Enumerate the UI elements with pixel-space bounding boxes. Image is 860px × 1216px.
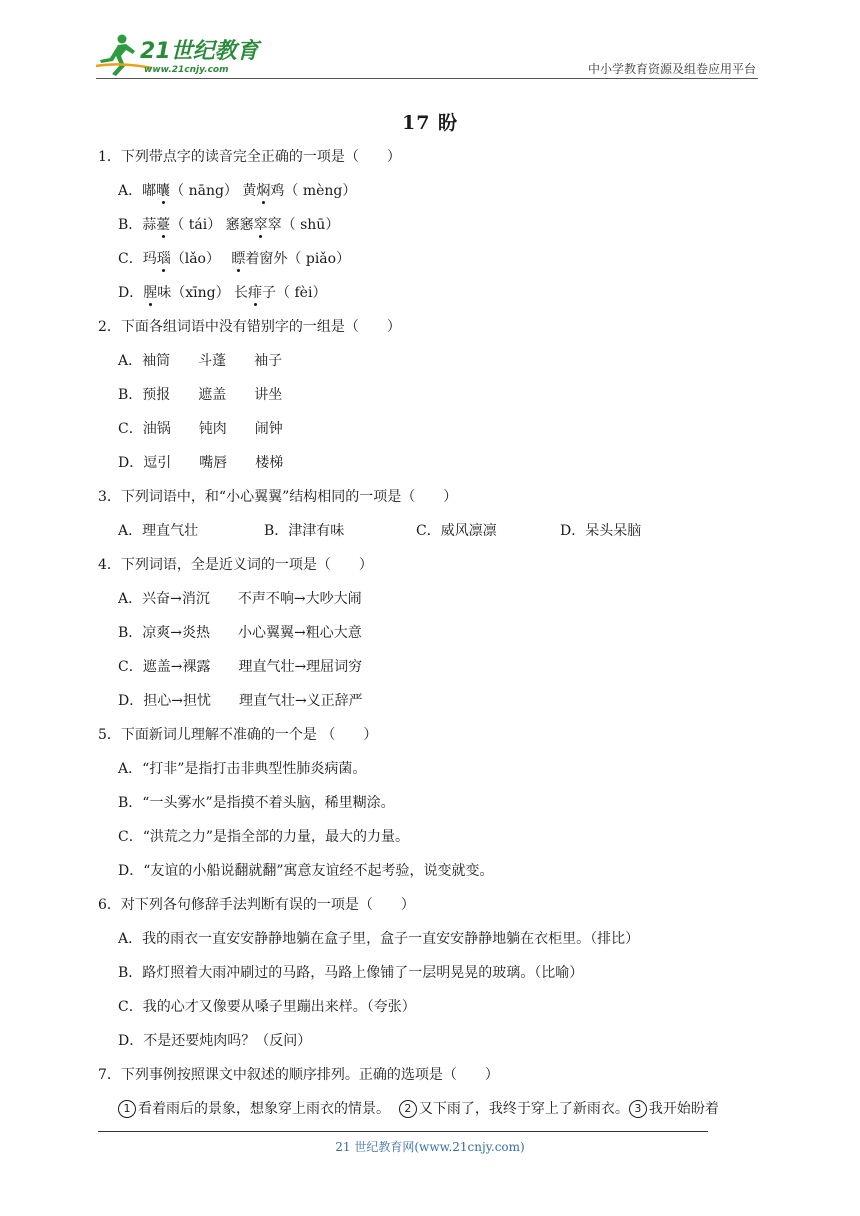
question-7-stem: 7．下列事例按照课文中叙述的顺序排列。正确的选项是（ ）: [98, 1067, 499, 1083]
question-6-option-a[interactable]: A．我的雨衣一直安安静静地躺在盒子里，盒子一直安安静静地躺在衣柜里。（排比）: [118, 931, 640, 947]
question-5-option-b[interactable]: B．“一头雾水”是指摸不着头脑，稀里糊涂。: [118, 795, 395, 811]
question-1-option-b[interactable]: [98, 208, 778, 242]
question-1-stem: 1．下列带点字的读音完全正确的一项是（ ）: [98, 149, 401, 165]
question-1-option-a[interactable]: [98, 174, 778, 208]
question-6-option-c[interactable]: C．我的心才又像要从嗓子里蹦出来样。（夸张）: [118, 999, 416, 1015]
header-slogan: 中小学教育资源及组卷应用平台: [587, 62, 756, 76]
dotted-char: 窣: [254, 208, 268, 242]
option-text: A．嘟: [118, 183, 157, 199]
circled-number-3: 3: [629, 1100, 647, 1118]
question-6-option-b[interactable]: B．路灯照着大雨冲刷过的马路，马路上像铺了一层明晃晃的玻璃。（比喻）: [118, 965, 584, 981]
question-4-option-b[interactable]: B．凉爽→炎热 小心翼翼→粗心大意: [118, 625, 362, 641]
option-text: （ tái） 窸窸: [170, 217, 254, 233]
dotted-char: 痱: [248, 276, 262, 310]
question-6-stem: 6．对下列各句修辞手法判断有误的一项是（ ）: [98, 897, 415, 913]
option-text: （ nāng） 黄: [170, 183, 257, 199]
option-text: 子（ fèi）: [262, 285, 327, 301]
question-2-option-a[interactable]: A．袖筒 斗蓬 袖子: [118, 353, 283, 369]
option-text: 窣（ shū）: [267, 217, 340, 233]
question-list: [98, 140, 778, 1126]
question-3-stem: 3．下列词语中，和“小心翼翼”结构相同的一项是（ ）: [98, 489, 458, 505]
page-title: 17 盼: [401, 112, 459, 134]
option-text: 着窗外（ piǎo）: [245, 251, 351, 267]
question-3-option-b[interactable]: B．津津有味: [264, 523, 345, 539]
dotted-char: 囔: [156, 174, 170, 208]
question-4-option-c[interactable]: C．遮盖→裸露 理直气壮→理屈词穷: [118, 659, 363, 675]
question-3-option-a[interactable]: A．理直气壮: [118, 523, 199, 539]
header-divider: [96, 78, 758, 79]
dotted-char: 瞟: [231, 242, 245, 276]
question-4-option-d[interactable]: D．担心→担忧 理直气壮→义正辞严: [118, 693, 363, 709]
question-5-option-c[interactable]: C．“洪荒之力”是指全部的力量，最大的力量。: [118, 829, 410, 845]
question-6-option-d[interactable]: D．不是还要炖肉吗？（反问）: [118, 1033, 312, 1049]
dotted-char: 瑙: [157, 242, 171, 276]
circled-number-1: 1: [118, 1100, 136, 1118]
event-3-text: 我开始盼着: [648, 1101, 719, 1117]
question-1-option-d[interactable]: [98, 276, 778, 310]
logo-url: www.21cnjy.com: [144, 65, 229, 75]
question-2-option-b[interactable]: B．预报 遮盖 讲坐: [118, 387, 283, 403]
page-header: [0, 0, 860, 90]
question-4-stem: 4．下列词语，全是近义词的一项是（ ）: [98, 557, 373, 573]
question-2-option-c[interactable]: C．油锅 钝肉 闹钟: [118, 421, 283, 437]
question-3-options: [98, 514, 778, 548]
dotted-char: 薹: [156, 208, 170, 242]
option-text: 鸡（ mèng）: [270, 183, 357, 199]
question-1-option-c[interactable]: [98, 242, 778, 276]
question-2-stem: 2．下面各组词语中没有错别字的一组是（ ）: [98, 319, 401, 335]
dotted-char: 腥: [143, 276, 157, 310]
question-5-option-a[interactable]: A．“打非”是指打击非典型性肺炎病菌。: [118, 761, 367, 777]
option-text: 味（xīng） 长: [157, 285, 249, 301]
logo-text: 21世纪教育: [140, 39, 259, 64]
running-man-logo-icon: [92, 32, 262, 78]
question-5-option-d[interactable]: D．“友谊的小船说翻就翻”寓意友谊经不起考验，说变就变。: [118, 863, 494, 879]
question-5-stem: 5．下面新词儿理解不准确的一个是 （ ）: [98, 727, 378, 743]
option-text: B．蒜: [118, 217, 157, 233]
site-logo[interactable]: [92, 32, 262, 78]
option-text: D．: [118, 285, 144, 301]
question-7-events: [98, 1092, 778, 1126]
footer-link[interactable]: 21 世纪教育网(www.21cnjy.com): [335, 1140, 525, 1154]
option-text: C．玛: [118, 251, 157, 267]
option-text: （lǎo）: [170, 251, 232, 267]
event-1-text: 看着雨后的景象，想象穿上雨衣的情景。: [138, 1101, 395, 1117]
question-4-option-a[interactable]: A．兴奋→消沉 不声不响→大吵大闹: [118, 591, 362, 607]
dotted-char: 焖: [256, 174, 270, 208]
footer-divider: [98, 1131, 708, 1132]
question-2-option-d[interactable]: D．逗引 嘴唇 楼梯: [118, 455, 284, 471]
question-3-option-c[interactable]: C．威风凛凛: [416, 523, 497, 539]
question-3-option-d[interactable]: D．呆头呆脑: [560, 523, 642, 539]
circled-number-2: 2: [399, 1100, 417, 1118]
event-2-text: 又下雨了，我终于穿上了新雨衣。: [418, 1101, 629, 1117]
